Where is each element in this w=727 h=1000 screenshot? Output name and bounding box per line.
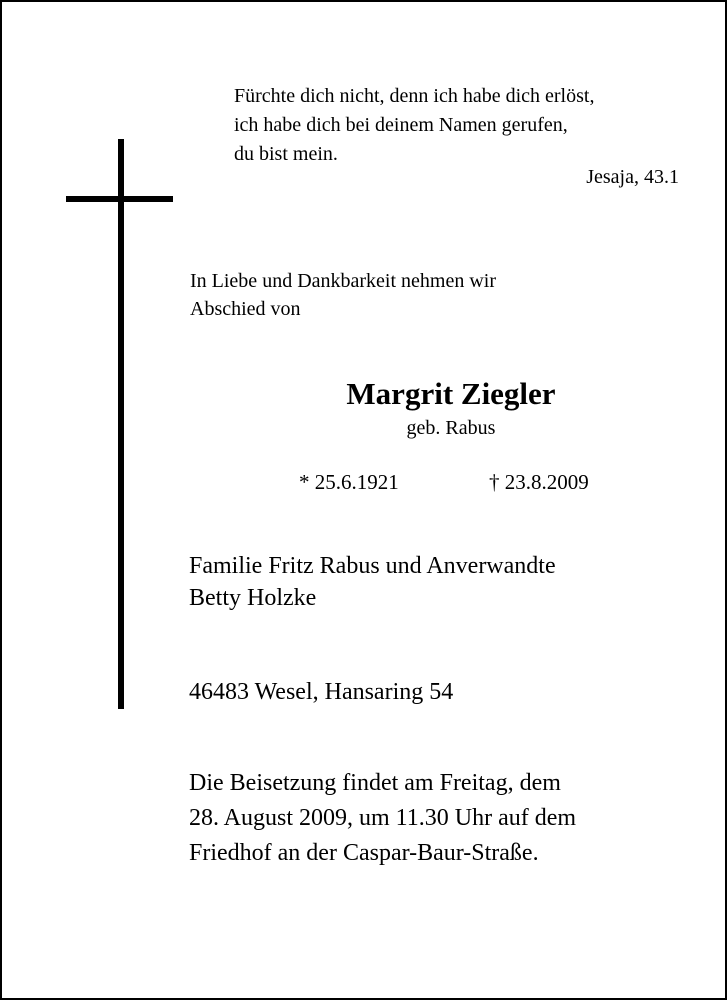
funeral-details bbox=[189, 766, 576, 871]
farewell-intro bbox=[190, 267, 496, 323]
cross-horizontal-bar bbox=[66, 196, 173, 202]
verse-line: ich habe dich bei deinem Namen gerufen, bbox=[234, 114, 568, 136]
intro-line: In Liebe und Dankbarkeit nehmen wir bbox=[190, 270, 497, 292]
verse-reference: Jesaja, 43.1 bbox=[586, 166, 679, 188]
mourners bbox=[189, 550, 556, 614]
family-address: 46483 Wesel, Hansaring 54 bbox=[189, 679, 454, 705]
mourner-line: Familie Fritz Rabus und Anverwandte bbox=[189, 553, 556, 579]
funeral-line: Friedhof an der Caspar-Baur-Straße. bbox=[189, 840, 539, 866]
death-date: † 23.8.2009 bbox=[489, 470, 589, 494]
verse-line: du bist mein. bbox=[234, 143, 338, 165]
maiden-name: geb. Rabus bbox=[406, 417, 496, 439]
birth-date: * 25.6.1921 bbox=[299, 470, 399, 494]
verse-line: Fürchte dich nicht, denn ich habe dich erlöst, bbox=[234, 85, 595, 107]
bible-verse bbox=[234, 82, 594, 169]
mourner-line: Betty Holzke bbox=[189, 585, 317, 611]
intro-line: Abschied von bbox=[190, 298, 301, 320]
funeral-line: Die Beisetzung findet am Freitag, dem bbox=[189, 770, 561, 796]
funeral-line: 28. August 2009, um 11.30 Uhr auf dem bbox=[189, 805, 577, 831]
deceased-name: Margrit Ziegler bbox=[346, 376, 556, 411]
